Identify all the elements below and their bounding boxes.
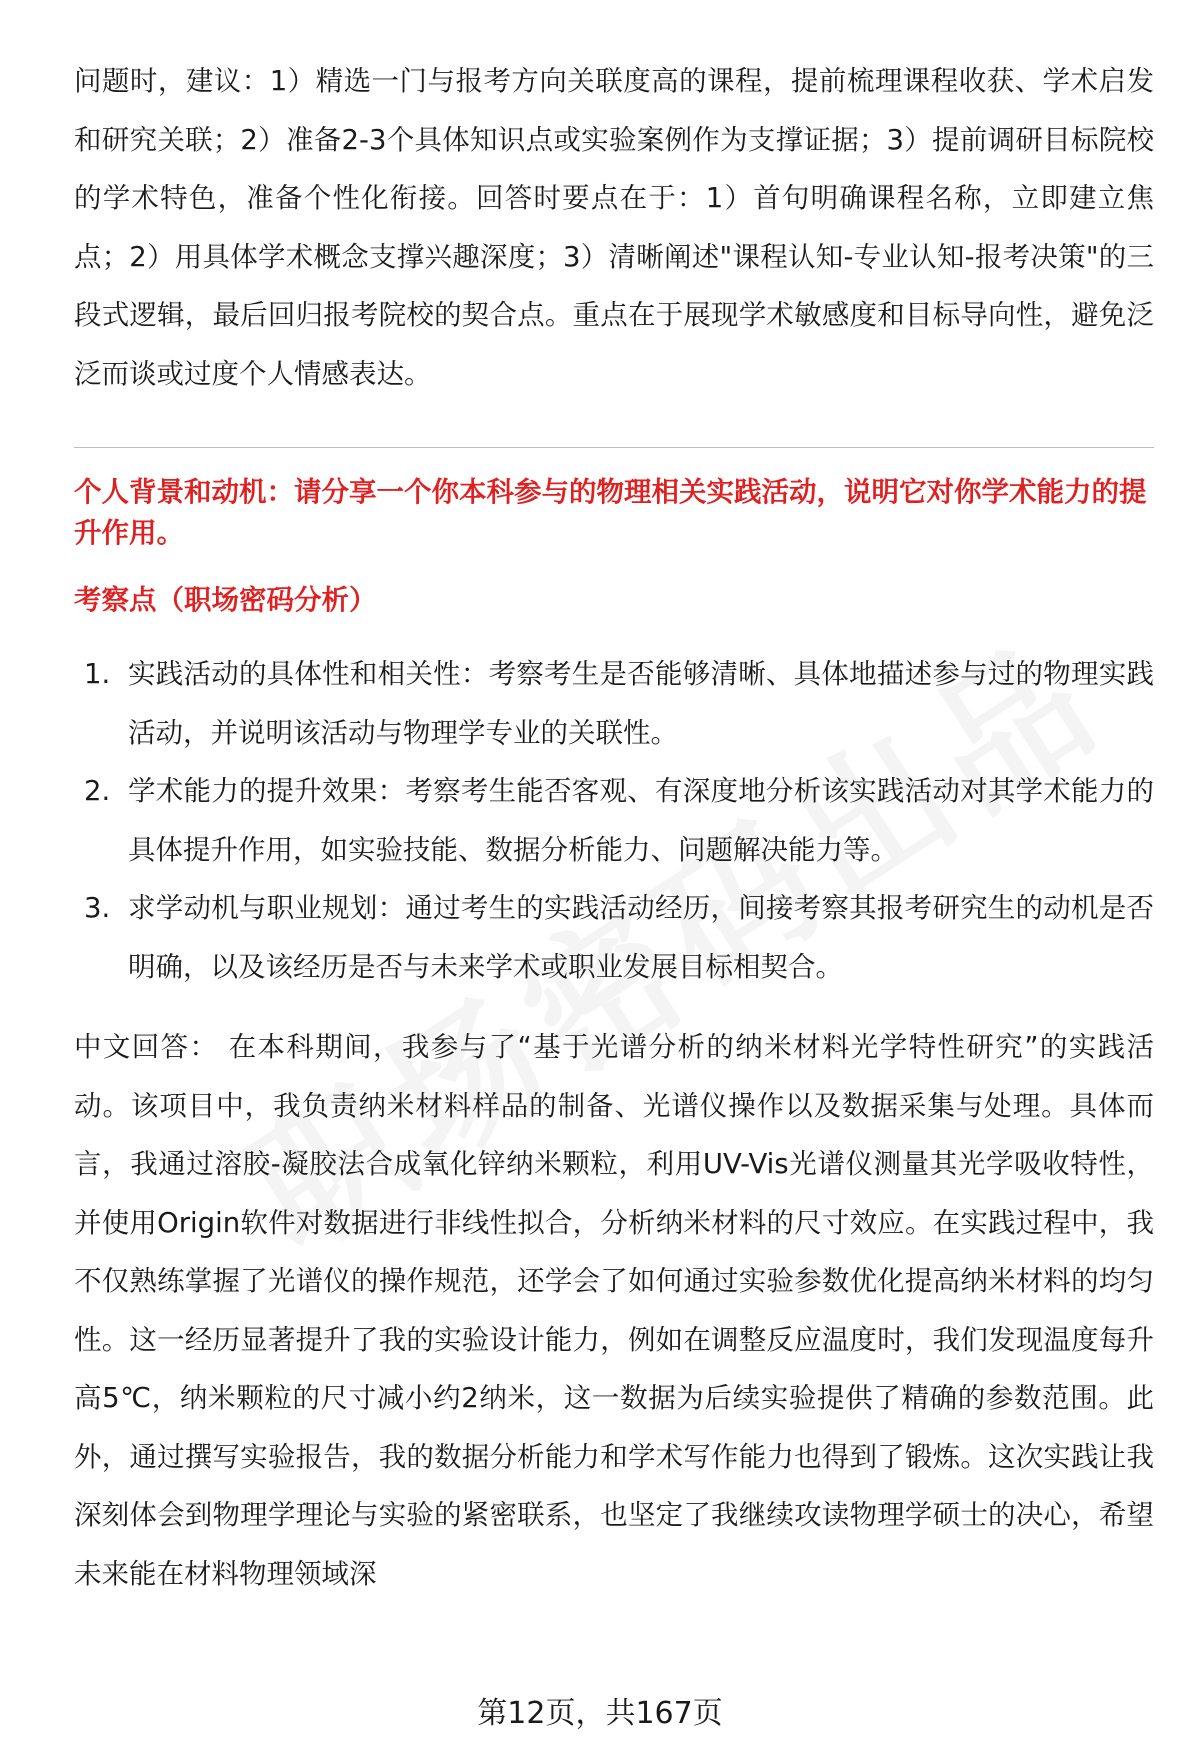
list-item-text: 学术能力的提升效果：考察考生能否客观、有深度地分析该实践活动对其学术能力的具体提升作用，如实验技能、数据分析能力、问题解决能力等。	[128, 775, 1154, 866]
list-item-number: 3.	[84, 892, 111, 924]
list-item	[74, 879, 1154, 996]
list-item-number: 2.	[84, 775, 111, 807]
document-page	[74, 52, 1154, 1603]
list-item-text: 实践活动的具体性和相关性：考察考生是否能够清晰、具体地描述参与过的物理实践活动，并说明该活动与物理学专业的关联性。	[128, 658, 1154, 749]
section-divider	[74, 447, 1154, 448]
assessment-subheading: 考察点（职场密码分析）	[74, 584, 377, 616]
list-item	[74, 762, 1154, 879]
answer-paragraph: 中文回答： 在本科期间，我参与了“基于光谱分析的纳米材料光学特性研究”的实践活动。该项目中，我负责纳米材料样品的制备、光谱仪操作以及数据采集与处理。具体而言，我通过溶胶-凝胶法合成氧化锌纳米颗粒，利用UV-Vis光谱仪测量其光学吸收特性，并使用Origin软件对数据进行非线性拟合，分析纳米材料的尺寸效应。在实践过程中，我不仅熟练掌握了光谱仪的操作规范，还学会了如何通过实验参数优化提高纳米材料的均匀性。这一经历显著提升了我的实验设计能力，例如在调整反应温度时，我们发现温度每升高5℃，纳米颗粒的尺寸减小约2纳米，这一数据为后续实验提供了精确的参数范围。此外，通过撰写实验报告，我的数据分析能力和学术写作能力也得到了锻炼。这次实践让我深刻体会到物理学理论与实验的紧密联系，也坚定了我继续攻读物理学硕士的决心，希望未来能在材料物理领域深	[74, 1031, 1154, 1590]
page-number-footer: 第12页，共167页	[477, 1696, 723, 1731]
intro-paragraph: 问题时，建议：1）精选一门与报考方向关联度高的课程，提前梳理课程收获、学术启发和研究关联；2）准备2-3个具体知识点或实验案例作为支撑证据；3）提前调研目标院校的学术特色，准备个性化衔接。回答时要点在于：1）首句明确课程名称，立即建立焦点；2）用具体学术概念支撑兴趣深度；3）清晰阐述"课程认知-专业认知-报考决策"的三段式逻辑，最后回归报考院校的契合点。重点在于展现学术敏感度和目标导向性，避免泛泛而谈或过度个人情感表达。	[74, 65, 1154, 390]
assessment-points-list	[74, 645, 1154, 996]
question-heading: 个人背景和动机：请分享一个你本科参与的物理相关实践活动，说明它对你学术能力的提升作用。	[74, 476, 1147, 549]
list-item-text: 求学动机与职业规划：通过考生的实践活动经历，间接考察其报考研究生的动机是否明确，以及该经历是否与未来学术或职业发展目标相契合。	[128, 892, 1154, 983]
list-item-number: 1.	[84, 658, 111, 690]
list-item	[74, 645, 1154, 762]
